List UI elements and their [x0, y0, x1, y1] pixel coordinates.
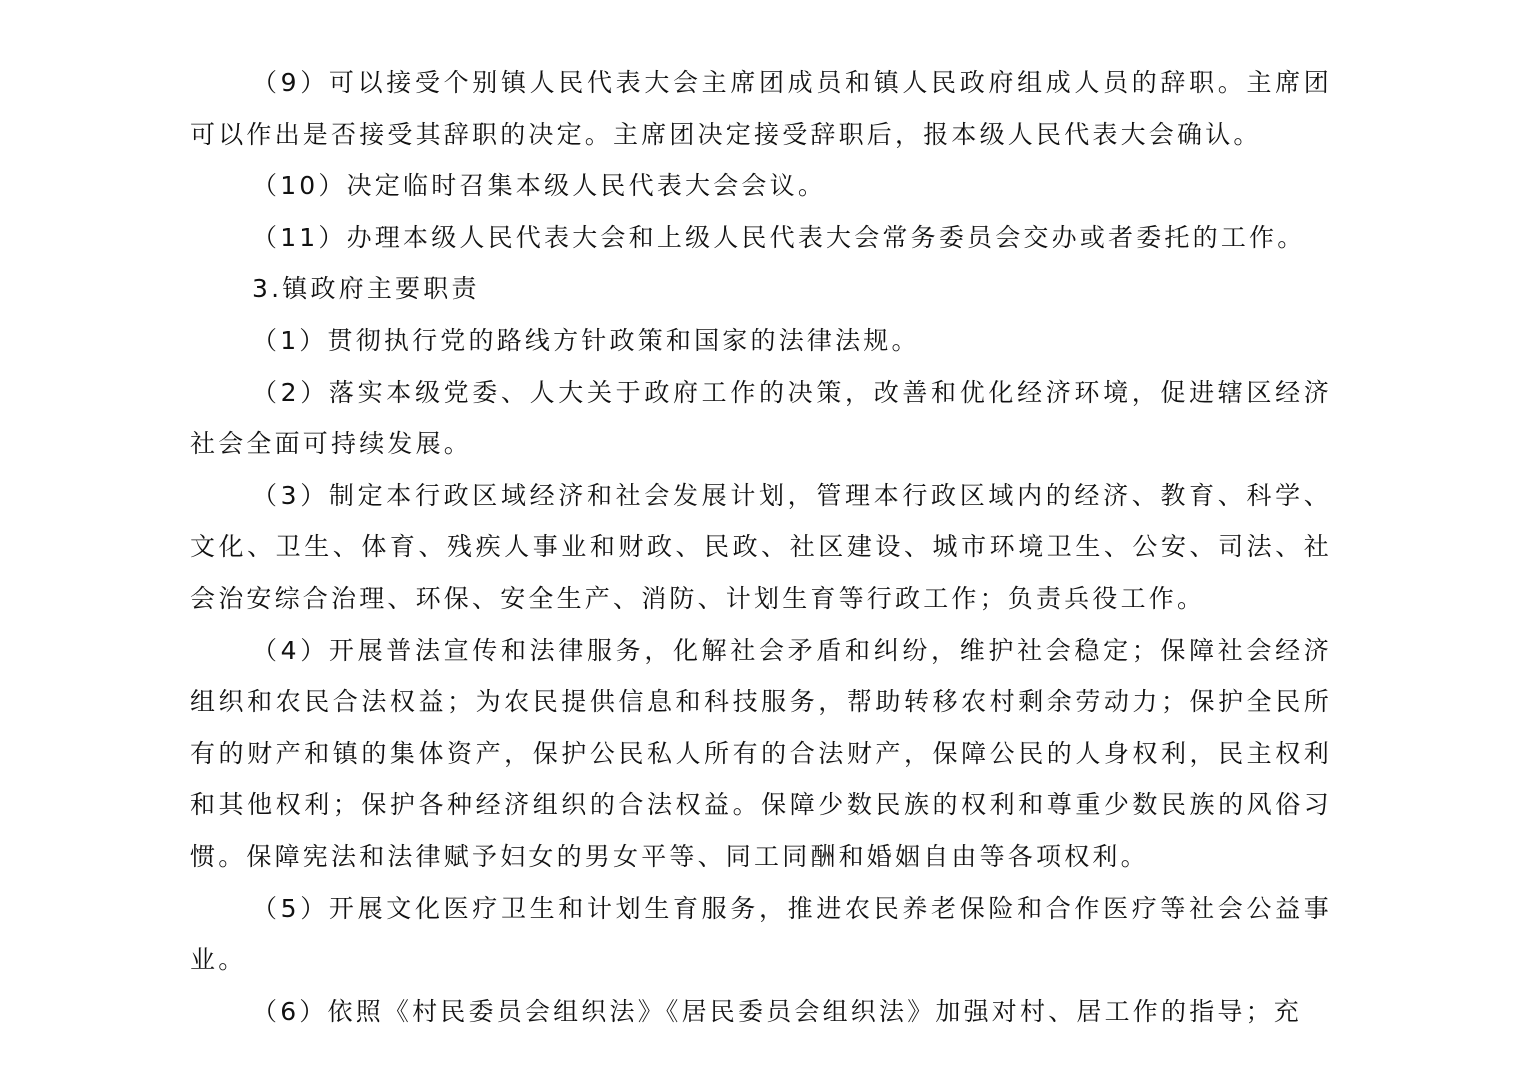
paragraph-item-9: （9）可以接受个别镇人民代表大会主席团成员和镇人民政府组成人员的辞职。主席团可以作出是否接受其辞职的决定。主席团决定接受辞职后，报本级人民代表大会确认。 [190, 68, 1332, 149]
document-body [190, 57, 1332, 1037]
paragraph-duty-1: （1）贯彻执行党的路线方针政策和国家的法律法规。 [252, 325, 920, 355]
paragraph-item-10: （10）决定临时召集本级人民代表大会会议。 [252, 171, 827, 201]
paragraph-duty-6: （6）依照《村民委员会组织法》《居民委员会组织法》加强对村、居工作的指导；充 [252, 996, 1303, 1026]
paragraph-duty-5: （5）开展文化医疗卫生和计划生育服务，推进农民养老保险和合作医疗等社会公益事业。 [190, 893, 1332, 975]
paragraph-item-11: （11）办理本级人民代表大会和上级人民代表大会常务委员会交办或者委托的工作。 [252, 222, 1306, 252]
section-heading-town-government-duties: 3.镇政府主要职责 [252, 274, 480, 304]
paragraph-duty-2: （2）落实本级党委、人大关于政府工作的决策，改善和优化经济环境，促进辖区经济社会全面可持续发展。 [190, 377, 1332, 459]
paragraph-duty-3: （3）制定本行政区域经济和社会发展计划，管理本行政区域内的经济、教育、科学、文化、卫生、体育、残疾人事业和财政、民政、社区建设、城市环境卫生、公安、司法、社会治安综合治理、环保、安全生产、消防、计划生育等行政工作；负责兵役工作。 [190, 480, 1332, 613]
paragraph-duty-4: （4）开展普法宣传和法律服务，化解社会矛盾和纠纷，维护社会稳定；保障社会经济组织和农民合法权益；为农民提供信息和科技服务，帮助转移农村剩余劳动力；保护全民所有的财产和镇的集体资产，保护公民私人所有的合法财产，保障公民的人身权利，民主权利和其他权利；保护各种经济组织的合法权益。保障少数民族的权利和尊重少数民族的风俗习惯。保障宪法和法律赋予妇女的男女平等、同工同酬和婚姻自由等各项权利。 [190, 635, 1332, 871]
